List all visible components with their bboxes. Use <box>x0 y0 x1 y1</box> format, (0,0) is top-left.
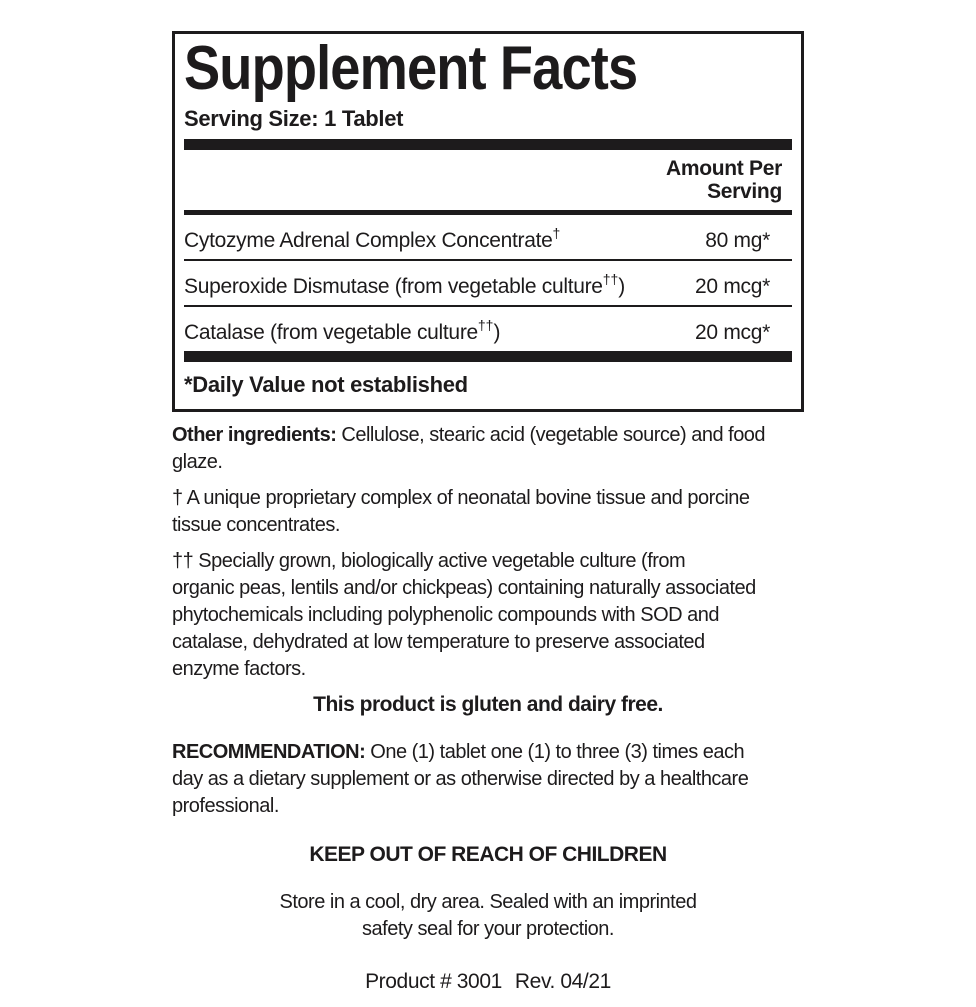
text-line: glaze. <box>172 451 223 473</box>
ingredient-name <box>184 267 625 300</box>
recommendation-label: RECOMMENDATION: <box>172 741 366 763</box>
storage-instructions-line1: Store in a cool, dry area. Sealed with an imprinted <box>279 891 697 913</box>
text-line <box>172 422 804 449</box>
amount-header-line2: Serving <box>707 180 782 203</box>
recommendation <box>172 739 804 820</box>
other-ingredients-label: Other ingredients: <box>172 424 337 446</box>
gluten-dairy-statement: This product is gluten and dairy free. <box>313 693 663 716</box>
text-line: tissue concentrates. <box>172 514 340 536</box>
ingredient-name-text: Cytozyme Adrenal Complex Concentrate <box>184 229 553 252</box>
ingredient-amount: 80 mg* <box>705 229 770 252</box>
dagger-footnote <box>172 485 804 539</box>
ingredient-name <box>184 313 500 346</box>
amount-per-serving-header <box>184 150 792 207</box>
label-column <box>172 31 804 995</box>
text-line: †† Specially grown, biologically active vegetable culture (from <box>172 550 686 572</box>
text-line: professional. <box>172 795 279 817</box>
ingredient-name-tail: ) <box>618 275 625 298</box>
text-line: organic peas, lentils and/or chickpeas) containing naturally associated <box>172 577 756 599</box>
other-ingredients-text: Cellulose, stearic acid (vegetable source) and food <box>336 424 766 446</box>
footnote-marker-dagger: † <box>552 225 561 241</box>
footnote-marker-double-dagger: †† <box>477 317 494 333</box>
product-footer <box>172 968 804 995</box>
ingredient-name <box>184 221 560 254</box>
ingredient-row-catalase <box>184 307 792 351</box>
text-line: phytochemicals including polyphenolic compounds with SOD and <box>172 604 719 626</box>
ingredient-row-cytozyme <box>184 215 792 261</box>
panel-title: Supplement Facts <box>184 34 638 103</box>
text-line: day as a dietary supplement or as otherwise directed by a healthcare <box>172 768 749 790</box>
amount-header-line1: Amount Per <box>665 157 782 180</box>
ingredient-name-tail: ) <box>493 321 501 344</box>
text-line: enzyme factors. <box>172 658 306 680</box>
revision-code: Rev. 04/21 <box>514 970 611 993</box>
serving-size: Serving Size: 1 Tablet <box>184 106 404 131</box>
text-line: † A unique proprietary complex of neonatal bovine tissue and porcine <box>172 487 750 509</box>
keep-out-warning: KEEP OUT OF REACH OF CHILDREN <box>309 843 667 866</box>
ingredient-name-text: Catalase (from vegetable culture <box>184 321 478 344</box>
divider-thick-bottom <box>184 351 792 362</box>
text-line: catalase, dehydrated at low temperature to preserve associated <box>172 631 705 653</box>
storage-instructions-line2: safety seal for your protection. <box>362 918 614 940</box>
daily-value-note: *Daily Value not established <box>184 372 468 397</box>
ingredient-amount: 20 mcg* <box>695 321 770 344</box>
divider-thick-top <box>184 139 792 150</box>
footnote-marker-double-dagger: †† <box>602 271 619 287</box>
ingredient-amount: 20 mcg* <box>695 275 770 298</box>
double-dagger-footnote <box>172 548 804 683</box>
ingredient-row-superoxide-dismutase <box>184 261 792 307</box>
ingredient-name-text: Superoxide Dismutase (from vegetable culture <box>184 275 603 298</box>
product-number: Product # 3001 <box>365 970 502 993</box>
recommendation-text: One (1) tablet one (1) to three (3) times each <box>365 741 745 763</box>
text-line <box>172 739 804 766</box>
other-ingredients-note <box>172 422 804 476</box>
supplement-facts-panel <box>172 31 804 412</box>
